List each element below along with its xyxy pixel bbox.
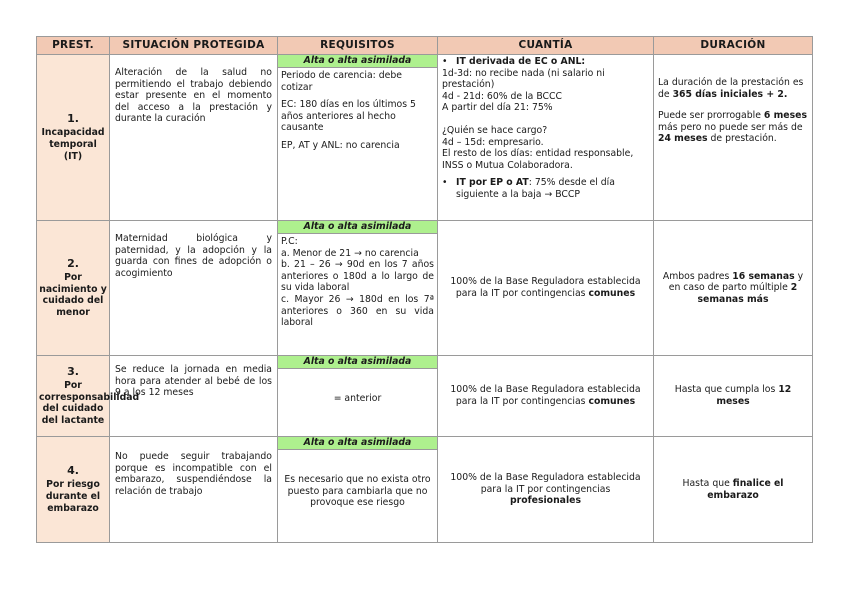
duracion-text: y en caso de parto múltiple (668, 270, 804, 294)
header-situacion: SITUACIÓN PROTEGIDA (110, 37, 278, 55)
prest-name: Por nacimiento y cuidado del menor (39, 272, 107, 318)
duracion-text: Ambos padres (662, 270, 733, 282)
table-row (37, 221, 813, 356)
prest-cell (37, 221, 110, 356)
prest-cell (37, 55, 110, 221)
cuantia-text: 100% de la Base Reguladora establecida para la IT por contingencias (450, 472, 641, 495)
req-text: Es necesario que no exista otro puesto para cambiarla que no provoque ese riesgo (284, 474, 431, 509)
prest-name: Incapacidad temporal (IT) (41, 127, 105, 162)
duracion-cell (654, 356, 813, 437)
requisitos-cell (278, 437, 438, 543)
header-requisitos: REQUISITOS (278, 37, 438, 55)
prest-name: Por riesgo durante el embarazo (45, 479, 101, 514)
cuantia-bullet-title: IT por EP o AT (456, 177, 529, 189)
req-line: b. 21 – 26 → 90d en los 7 años anteriores o 180d a lo largo de su vida laboral (281, 259, 434, 294)
cuantia-bullet-title: IT derivada de EC o ANL: (456, 56, 586, 67)
table-row (37, 356, 813, 437)
alta-badge: Alta o alta asimilada (278, 221, 437, 234)
cuantia-cell (438, 437, 654, 543)
duracion-cell (654, 55, 813, 221)
bullet-icon: • (442, 56, 448, 67)
header-cuantia: CUANTÍA (438, 37, 654, 55)
header-duracion: DURACIÓN (654, 37, 813, 55)
requisitos-cell (278, 55, 438, 221)
duracion-text: de prestación. (707, 133, 777, 145)
cuantia-line: El resto de los días: entidad responsable, INSS o Mutua Colaboradora. (442, 148, 634, 171)
prest-number: 1. (67, 111, 79, 125)
alta-badge: Alta o alta asimilada (278, 55, 437, 68)
cuantia-bold: comunes (588, 396, 636, 407)
duracion-bold: 6 meses (763, 110, 807, 122)
duracion-cell (654, 437, 813, 543)
cuantia-cell (438, 55, 654, 221)
prest-number: 2. (67, 256, 79, 270)
cuantia-text: : 75% desde el día siguiente a la baja → BCCP (456, 177, 615, 200)
bullet-icon: • (442, 177, 448, 189)
cuantia-cell (438, 356, 654, 437)
req-line: EC: 180 días en los últimos 5 años anteriores al hecho causante (281, 99, 416, 134)
alta-badge: Alta o alta asimilada (278, 356, 437, 369)
duracion-bold: 365 días iniciales + 2. (672, 88, 788, 100)
header-row (37, 37, 813, 55)
duracion-bold: finalice el embarazo (707, 477, 784, 501)
requisitos-cell (278, 221, 438, 356)
req-text: = anterior (333, 393, 382, 404)
duracion-bold: 2 semanas más (697, 282, 798, 305)
prest-cell (37, 356, 140, 437)
header-prest: PREST. (37, 37, 110, 55)
prest-number: 3. (67, 364, 79, 378)
req-line: EP, AT y ANL: no carencia (281, 139, 400, 151)
duracion-text: Puede ser prorrogable (658, 110, 764, 122)
prest-name: Por corresponsabilidad del cuidado del lactante (39, 380, 140, 426)
req-line: c. Mayor 26 → 180d en los 7ª anteriores o 360 en su vida laboral (281, 293, 434, 329)
cuantia-bold: profesionales (509, 495, 581, 507)
table-row (37, 55, 813, 221)
prestaciones-table (36, 36, 813, 543)
duracion-cell (654, 221, 813, 356)
duracion-text: La duración de la prestación es de (658, 77, 804, 100)
prest-cell (37, 437, 110, 543)
cuantia-line: ¿Quién se hace cargo? (442, 124, 548, 136)
situacion-cell: Alteración de la salud no permitiendo el trabajo debiendo estar presente en el momento del acceso a la prestación y durante la curación (110, 55, 278, 221)
cuantia-line: 4d – 15d: empresario. (442, 136, 544, 148)
cuantia-line: 4d - 21d: 60% de la BCCC (442, 90, 563, 102)
duracion-bold: 12 meses (716, 384, 792, 407)
cuantia-line: 1d-3d: no recibe nada (ni salario ni prestación) (442, 67, 605, 91)
req-line: P.C: (281, 236, 298, 247)
situacion-cell: No puede seguir trabajando porque es incompatible con el embarazo, suspendiéndose la relación de trabajo (110, 437, 278, 543)
requisitos-cell (278, 356, 438, 437)
alta-badge: Alta o alta asimilada (278, 437, 437, 450)
cuantia-bold: comunes (588, 288, 636, 299)
duracion-text: más pero no puede ser más de (658, 121, 803, 133)
situacion-cell: Maternidad biológica y paternidad, y la adopción y la guarda con fines de adopción o acogimiento (110, 221, 278, 356)
duracion-text: Hasta que cumpla los (674, 384, 779, 396)
duracion-bold: 24 meses (658, 133, 708, 145)
cuantia-text: 100% de la Base Reguladora establecida para la IT por contingencias (450, 276, 641, 299)
cuantia-cell (438, 221, 654, 356)
prest-number: 4. (67, 463, 79, 477)
req-line: a. Menor de 21 → no carencia (281, 247, 419, 259)
duracion-bold: 16 semanas (732, 270, 795, 282)
situacion-cell: Se reduce la jornada en media hora para atender al bebé de los 9 a los 12 meses (110, 356, 278, 437)
duracion-text: Hasta que (682, 477, 733, 489)
cuantia-line: A partir del día 21: 75% (442, 102, 553, 114)
req-line: Periodo de carencia: debe cotizar (281, 70, 402, 93)
table-row (37, 437, 813, 543)
cuantia-text: 100% de la Base Reguladora establecida para la IT por contingencias (450, 384, 641, 407)
